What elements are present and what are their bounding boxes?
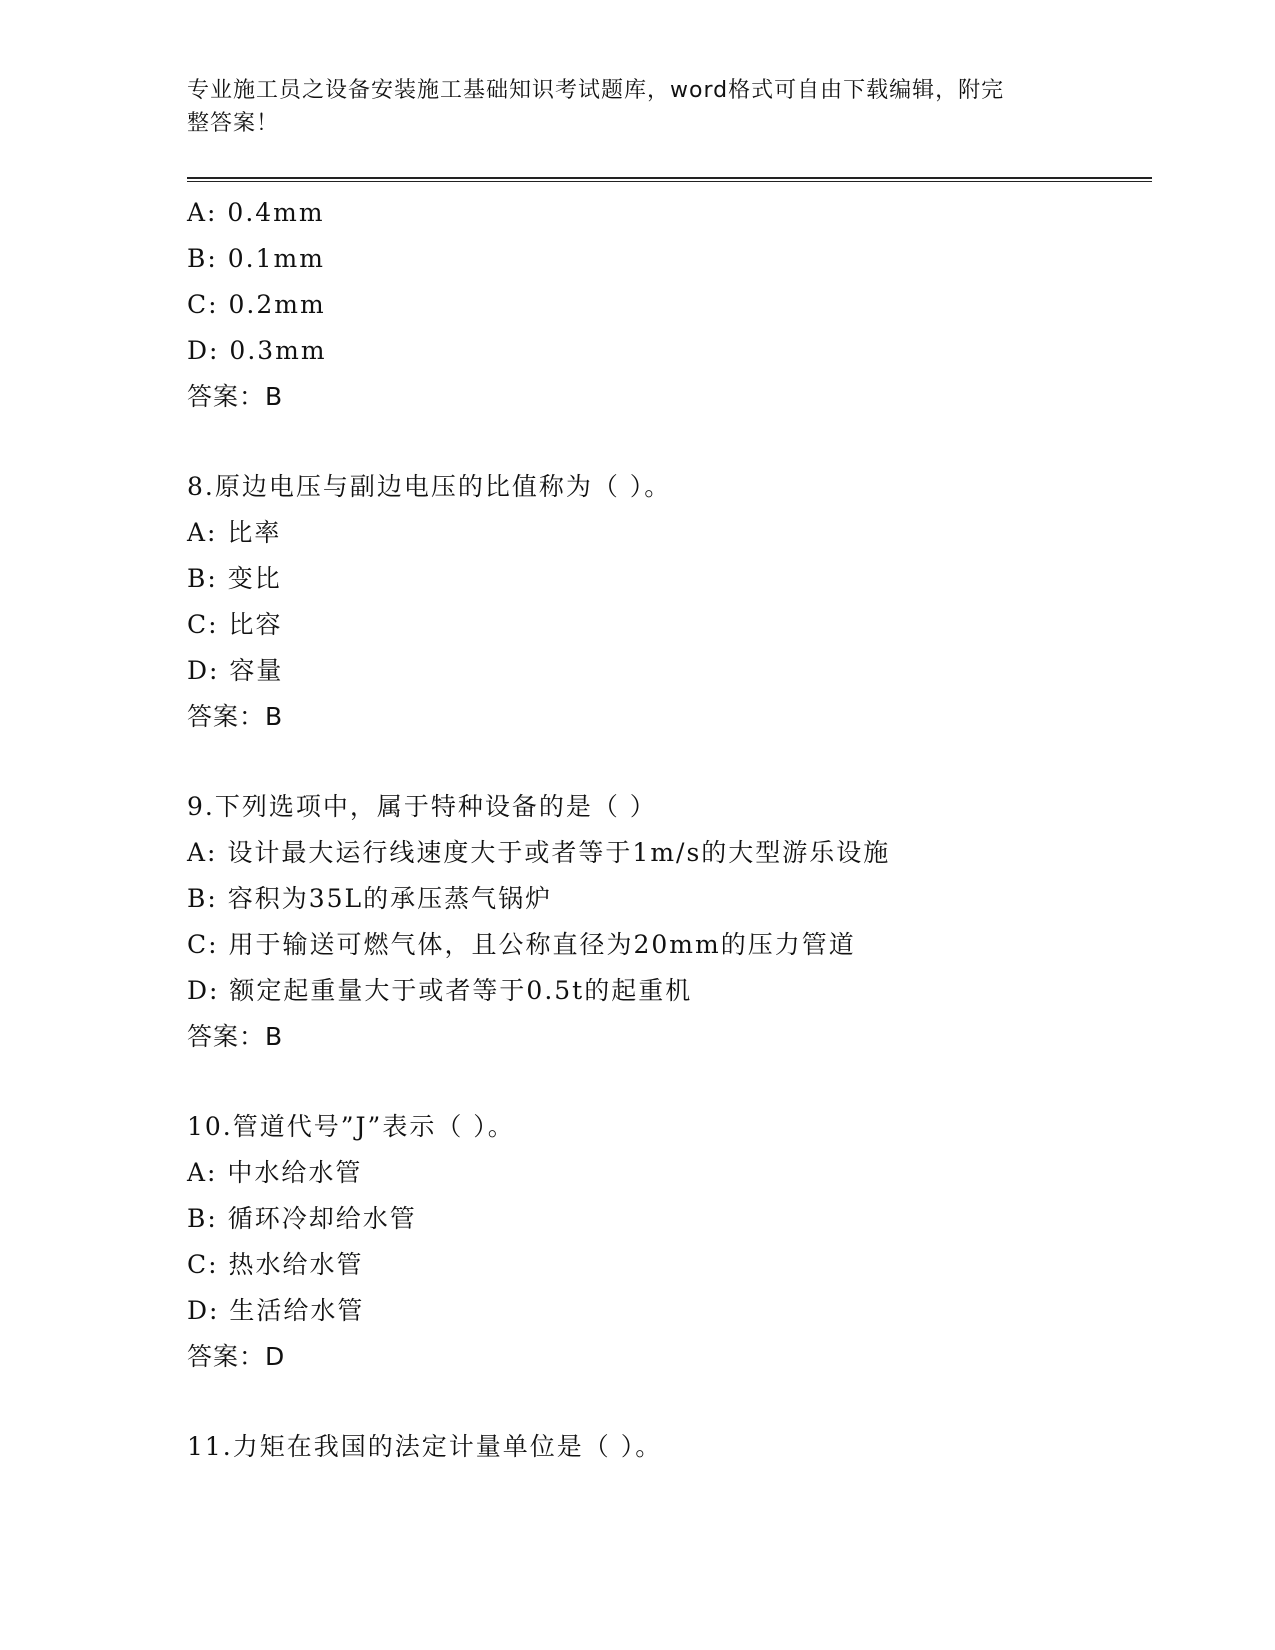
question-block-11 xyxy=(187,1424,1147,1470)
option-d: D: 额定起重量大于或者等于0.5t的起重机 xyxy=(187,976,693,1005)
question-text: 11.力矩在我国的法定计量单位是（ ）。 xyxy=(187,1432,663,1461)
option-c: C: 热水给水管 xyxy=(187,1250,364,1279)
option-a: A: 0.4mm xyxy=(187,198,325,227)
option-c: C: 比容 xyxy=(187,610,283,639)
option-c: C: 0.2mm xyxy=(187,290,326,319)
option-b: B: 循环冷却给水管 xyxy=(187,1204,417,1233)
option-a: A: 中水给水管 xyxy=(187,1158,363,1187)
answer-line: 答案：B xyxy=(187,382,284,411)
answer-line: 答案：B xyxy=(187,702,284,731)
question-block-10 xyxy=(187,1104,1147,1380)
question-block-9 xyxy=(187,784,1147,1060)
option-b: B: 变比 xyxy=(187,564,282,593)
option-a: A: 比率 xyxy=(187,518,282,547)
question-block-7 xyxy=(187,190,1147,420)
header-line-1: 专业施工员之设备安装施工基础知识考试题库，word格式可自由下载编辑，附完 xyxy=(187,78,1005,103)
option-b: B: 容积为35L的承压蒸气锅炉 xyxy=(187,884,553,913)
question-list xyxy=(187,190,1147,1470)
option-d: D: 生活给水管 xyxy=(187,1296,365,1325)
question-text: 8.原边电压与副边电压的比值称为（ ）。 xyxy=(187,472,672,501)
answer-line: 答案：B xyxy=(187,1022,284,1051)
option-b: B: 0.1mm xyxy=(187,244,325,273)
header-divider xyxy=(187,177,1152,182)
option-c: C: 用于输送可燃气体，且公称直径为20mm的压力管道 xyxy=(187,930,856,959)
option-d: D: 0.3mm xyxy=(187,336,327,365)
question-text: 9.下列选项中，属于特种设备的是（ ） xyxy=(187,792,657,821)
header-line-2: 整答案！ xyxy=(187,111,280,136)
question-text: 10.管道代号”J”表示（ ）。 xyxy=(187,1112,515,1141)
document-header xyxy=(187,74,1067,140)
option-d: D: 容量 xyxy=(187,656,284,685)
option-a: A: 设计最大运行线速度大于或者等于1m/s的大型游乐设施 xyxy=(187,838,891,867)
question-block-8 xyxy=(187,464,1147,740)
answer-line: 答案：D xyxy=(187,1342,286,1371)
